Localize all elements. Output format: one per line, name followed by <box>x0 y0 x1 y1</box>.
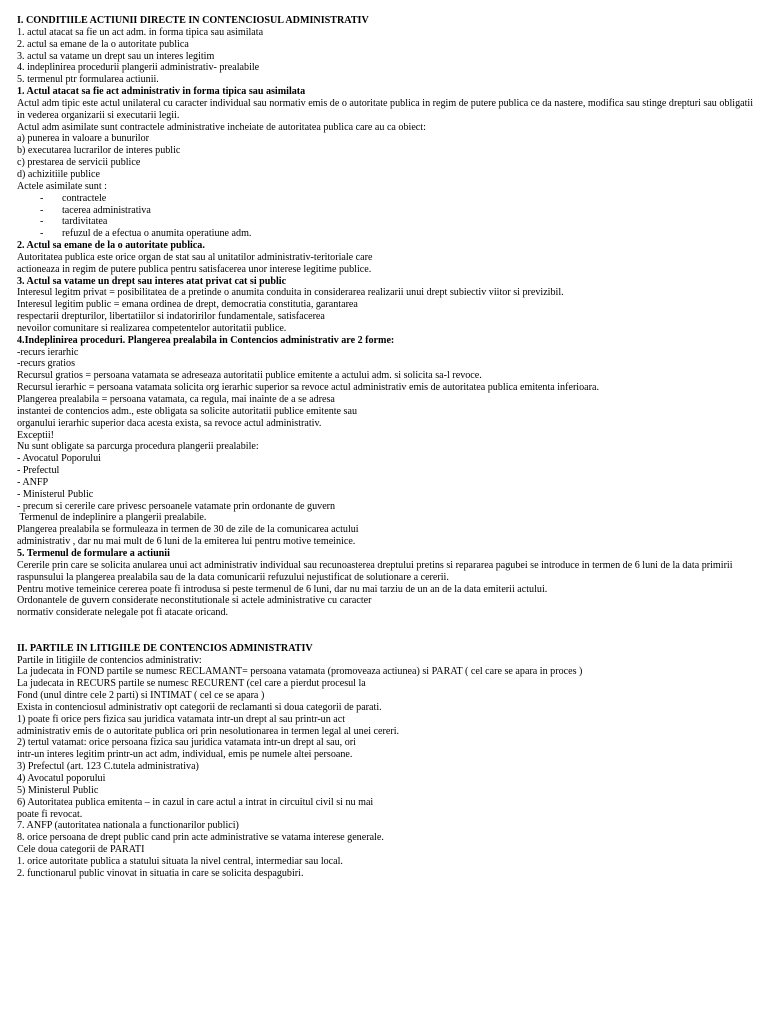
text-line: 3) Prefectul (art. 123 C.tutela administrativa) <box>17 761 199 773</box>
bullet-dash: - <box>40 204 44 216</box>
bullet-item <box>17 228 760 240</box>
text-line: - ANFP <box>17 476 49 488</box>
text-line: Plangerea prealabila se formuleaza in termen de 30 de zile de la comunicarea actului <box>17 524 359 536</box>
condition-item: 5. termenul ptr formularea actiunii. <box>17 74 159 86</box>
text-line: Autoritatea publica este orice organ de stat sau al unitatilor administrativ-teritoriale care <box>17 251 373 263</box>
text-line: Ordonantele de guvern considerate neconstitutionale si actele administrative cu caracter <box>17 595 372 607</box>
text-line: - precum si cererile care privesc persoanele vatamate prin ordonante de guvern <box>17 500 336 512</box>
text-line: instantei de contencios adm., este obligata sa solicite autoritatii publice emitente sau <box>17 405 357 417</box>
section-1-heading: I. CONDITIILE ACTIUNII DIRECTE IN CONTENCIOSUL ADMINISTRATIV <box>17 15 369 26</box>
text-line: actioneaza in regim de putere publica pentru satisfacerea unor interese legitime publice. <box>17 263 372 275</box>
text-line: 2. functionarul public vinovat in situatia in care se solicita despagubiri. <box>17 867 304 879</box>
object-item: c) prestarea de servicii publice <box>17 157 141 169</box>
text-line: 1. orice autoritate publica a statului situata la nivel central, intermediar sau local. <box>17 855 343 867</box>
condition-item: 1. actul atacat sa fie un act adm. in forma tipica sau asimilata <box>17 26 264 38</box>
text-line: 2) tertul vatamat: orice persoana fizica sau juridica vatamata intr-un drept al sau, ori <box>17 737 356 749</box>
text-line: administrativ , dar nu mai mult de 6 luni de la emiterea lui pentru motive temeinice. <box>17 536 356 548</box>
text-line: Fond (unul dintre cele 2 parti) si INTIMAT ( cel ce se apara ) <box>17 690 265 702</box>
text-line: Cele doua categorii de PARATI <box>17 844 145 856</box>
paragraph-deadline: Cererile prin care se solicita anularea unui act administrativ individual sau recunoasterea dreptului pretins si repararea pagubei se introduce in termen de 6 luni de la data primirii raspunsului la plangerea prealabila sau de la data comunicarii refuzului nejustificat de solutionare a cererii. <box>17 559 733 583</box>
subheading-1: 1. Actul atacat sa fie act administrativ in forma tipica sau asimilata <box>17 86 306 98</box>
section-2-heading: II. PARTILE IN LITIGIILE DE CONTENCIOS ADMINISTRATIV <box>17 642 313 654</box>
text-line: Exceptii! <box>17 429 54 441</box>
bullet-item <box>17 205 760 217</box>
text-line: - Avocatul Poporului <box>17 453 101 465</box>
object-item: a) punerea in valoare a bunurilor <box>17 133 149 145</box>
text-line: 5) Ministerul Public <box>17 784 99 796</box>
bullet-text: refuzul de a efectua o anumita operatiune adm. <box>62 228 252 240</box>
subheading-2: 2. Actul sa emane de la o autoritate publica. <box>17 240 205 252</box>
bullet-item <box>17 193 760 205</box>
text-line: Plangerea prealabila = persoana vatamata, ca regula, mai inainte de a se adresa <box>17 394 335 405</box>
text-line: normativ considerate nelegale pot fi atacate oricand. <box>17 607 229 619</box>
text-line: Recursul gratios = persoana vatamata se adreseaza autoritatii publice emitente a actului adm. si solicita sa-l revoce. <box>17 370 482 382</box>
subheading-3: 3. Actul sa vatame un drept sau interes atat privat cat si public <box>17 275 287 287</box>
subheading-5: 5. Termenul de formulare a actiunii <box>17 547 170 559</box>
text-line: Exista in contenciosul administrativ opt categorii de reclamanti si doua categorii de parati. <box>17 701 382 713</box>
bullet-dash: - <box>40 192 44 204</box>
condition-item: 2. actul sa emane de la o autoritate publica <box>17 38 189 50</box>
text-line: poate fi revocat. <box>17 808 83 820</box>
text-line: Partile in litigiile de contencios administrativ: <box>17 654 202 666</box>
text-line: Interesul legitm privat = posibilitatea de a pretinde o anumita conduita in considerarea realizarii unui drept subiectiv viitor si previzibil. <box>17 287 564 299</box>
text-line: La judecata in RECURS partile se numesc RECURENT (cel care a pierdut procesul la <box>17 678 366 690</box>
text-line: -recurs gratios <box>17 358 76 370</box>
bullet-text: tacerea administrativa <box>62 204 151 216</box>
text-line: - Ministerul Public <box>17 488 94 500</box>
text-line: Interesul legitim public = emana ordinea de drept, democratia constitutia, garantarea <box>17 299 358 311</box>
text-line: -recurs ierarhic <box>17 346 79 358</box>
text-line: administrativ emis de o autoritate publica ori prin nesolutionarea in termen legal al unei cereri. <box>17 725 400 737</box>
text-line: 1) poate fi orice pers fizica sau juridica vatamata intr-un drept al sau printr-un act <box>17 713 346 725</box>
text-line: - Prefectul <box>17 465 60 477</box>
text-line: respectarii drepturilor, libertatiilor si indatoririlor fundamentale, satisfacerea <box>17 311 325 323</box>
text-line: Nu sunt obligate sa parcurga procedura plangerii prealabile: <box>17 441 259 453</box>
paragraph-typical-act: Actul adm tipic este actul unilateral cu caracter individual sau normativ emis de o autoritate publica in regim de putere publica ce da nastere, modifica sau stinge drepturi sau obligatii in vederea organizarii si executarii legii. <box>17 97 754 121</box>
text-line: Termenul de indeplinire a plangerii prealabile. <box>17 512 207 524</box>
bullet-text: tardivitatea <box>62 216 108 228</box>
object-item: d) achizitiile publice <box>17 168 100 180</box>
object-item: b) executarea lucrarilor de interes public <box>17 145 181 157</box>
section-spacer <box>17 619 760 643</box>
text-line: 7. ANFP (autoritatea nationala a functionarilor publici) <box>17 820 239 832</box>
text-line: organului ierarhic superior daca acesta exista, sa revoce actul administrativ. <box>17 417 322 429</box>
condition-item: 4. indeplinirea procedurii plangerii administrativ- prealabile <box>17 62 260 74</box>
paragraph-assimilated-acts: Actul adm asimilate sunt contractele administrative incheiate de autoritatea publica care au ca obiect: <box>17 121 426 133</box>
bullet-dash: - <box>40 216 44 228</box>
bullet-text: contractele <box>62 192 107 204</box>
text-line: intr-un interes legitim printr-un act adm, individual, emis pe numele altei persoane. <box>17 749 353 761</box>
text-line: nevoilor comunitare si realizarea competentelor autoritatii publice. <box>17 322 287 334</box>
text-line: 8. orice persoana de drept public cand prin acte administrative se vatama interese generale. <box>17 832 384 844</box>
text-line: Pentru motive temeinice cererea poate fi introdusa si peste termenul de 6 luni, dar nu mai tarziu de un an de la data emiterii actului. <box>17 583 548 595</box>
subheading-4: 4.Indeplinirea proceduri. Plangerea prealabila in Contencios administrativ are 2 forme: <box>17 334 395 346</box>
text-line: La judecata in FOND partile se numesc RECLAMANT= persoana vatamata (promoveaza actiunea) si PARAT ( cel care se apara in proces ) <box>17 666 583 678</box>
bullet-item <box>17 216 760 228</box>
bullet-dash: - <box>40 228 44 240</box>
text-line: 6) Autoritatea publica emitenta – in cazul in care actul a intrat in circuitul civil si nu mai <box>17 796 374 808</box>
assimilated-intro: Actele asimilate sunt : <box>17 180 107 192</box>
condition-item: 3. actul sa vatame un drept sau un interes legitim <box>17 50 215 62</box>
text-line: 4) Avocatul poporului <box>17 773 106 784</box>
text-line: Recursul ierarhic = persoana vatamata solicita org ierarhic superior sa revoce actul administrativ emis de autoritatea publica emitenta inferioara. <box>17 382 600 394</box>
